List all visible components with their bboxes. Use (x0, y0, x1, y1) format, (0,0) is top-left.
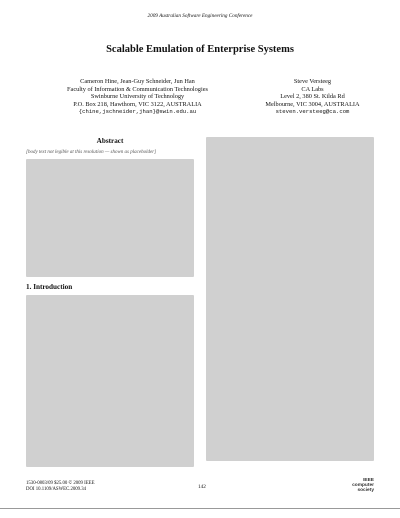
copyright-footer (26, 481, 95, 493)
page-number: 142 (198, 484, 206, 490)
author-names: Cameron Hine, Jean-Guy Schneider, Jun Han (80, 78, 195, 85)
author-address-line-1: Level 2, 380 St. Kilda Rd (280, 93, 345, 100)
illegible-body-placeholder (206, 137, 374, 461)
copyright-line: 1530-0803/09 $25.00 © 2009 IEEE (26, 481, 95, 486)
author-email: steven.versteeg@ca.com (275, 108, 350, 115)
author-block-left (30, 78, 245, 116)
logo-text: computer (352, 483, 374, 489)
paper-title: Scalable Emulation of Enterprise Systems (106, 44, 294, 55)
author-address-line-2: Melbourne, VIC 3004, AUSTRALIA (265, 100, 360, 108)
illegible-abstract-placeholder (26, 159, 194, 277)
author-affiliation: CA Labs (301, 85, 324, 93)
doi-line: DOI 10.1109/ASWEC.2009.34 (26, 487, 87, 492)
author-university: Swinburne University of Technology (90, 93, 185, 100)
conference-header: 2009 Australian Software Engineering Conference (147, 13, 253, 19)
logo-text: society (357, 488, 374, 494)
ieee-computer-society-logo (338, 478, 374, 492)
right-column (206, 137, 374, 465)
left-column (26, 137, 194, 471)
author-address: P.O. Box 218, Hawthorn, VIC 3122, AUSTRALIA (73, 100, 202, 108)
illegible-text-note: [body text not legible at this resolution — shown as placeholder] (26, 150, 157, 155)
abstract-heading: Abstract (96, 137, 124, 145)
author-affiliation: Faculty of Information & Communication Technologies (67, 85, 208, 93)
divider (0, 508, 400, 509)
author-block-right (255, 78, 370, 116)
author-names: Steve Versteeg (293, 78, 332, 85)
section-heading: 1. Introduction (26, 283, 73, 291)
logo-text: IEEE (363, 478, 374, 483)
illegible-body-placeholder (26, 295, 194, 467)
author-email: {chine,jschneider,jhan}@swin.edu.au (78, 108, 197, 115)
